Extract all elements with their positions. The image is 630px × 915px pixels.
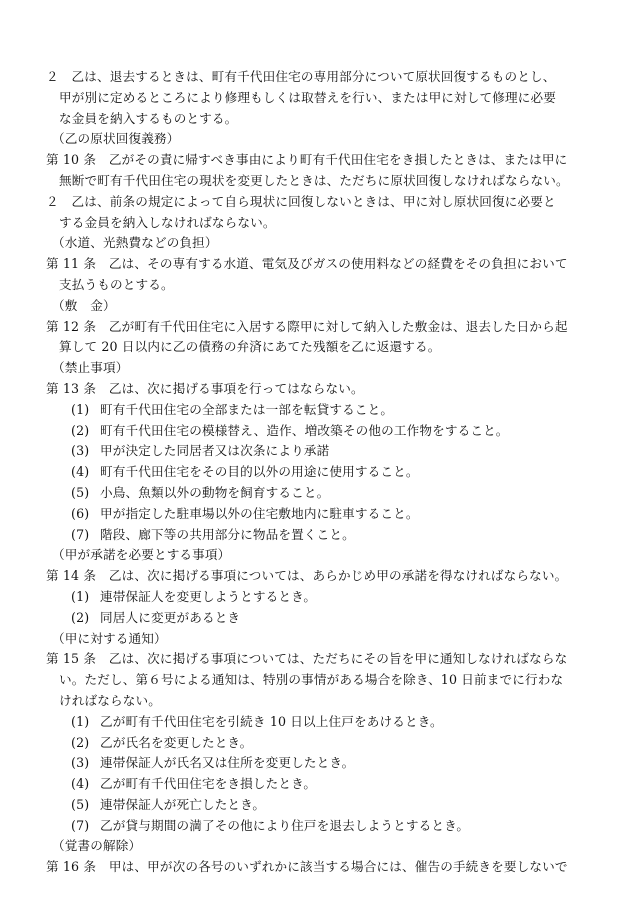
line-text: （乙の原状回復義務） [52, 131, 180, 147]
line-text: 町有千代田住宅の模様替え、造作、増改築その他の工作物をすること。 [100, 422, 509, 438]
paragraph-continuation-line [46, 109, 612, 130]
paragraph-first-line [46, 649, 612, 670]
paragraph-first-line [46, 67, 612, 88]
line-text: 階段、廊下等の共用部分に物品を置くこと。 [100, 526, 355, 542]
line-text: 連帯保証人が死亡したとき。 [100, 796, 266, 812]
line-text: 第 11 条 乙は、その専有する水道、電気及びガスの使用料などの経費をその負担において [46, 256, 568, 272]
line-text: 支払うものとする。 [59, 276, 174, 292]
paragraph-continuation-line [46, 691, 612, 712]
line-text: 町有千代田住宅をその目的以外の用途に使用すること。 [100, 464, 419, 480]
line-text: 乙が氏名を変更したとき。 [100, 734, 253, 750]
line-text: 甲が決定した同居者又は次条により承諾 [100, 443, 330, 459]
item-number: (2) [71, 609, 90, 625]
article-caption [46, 358, 612, 379]
line-text: 無断で町有千代田住宅の現状を変更したときは、ただちに原状回復しなければならない。 [59, 172, 569, 188]
article-caption [46, 129, 612, 150]
paragraph-first-line [46, 192, 612, 213]
paragraph-continuation-line [46, 337, 612, 358]
item-number: (1) [71, 713, 90, 729]
item-number: (2) [71, 734, 90, 750]
line-text: 第 12 条 乙が町有千代田住宅に入居する際甲に対して納入した敷金は、退去した日から起 [46, 318, 568, 334]
paragraph-first-line [46, 317, 612, 338]
paragraph-continuation-line [46, 171, 612, 192]
article-caption [46, 545, 612, 566]
article-caption [46, 233, 612, 254]
list-item [46, 795, 612, 816]
list-item [46, 608, 612, 629]
paragraph-continuation-line [46, 213, 612, 234]
line-text: い。ただし、第６号による通知は、特別の事情がある場合を除き、10 日前までに行わな [59, 672, 564, 688]
line-text: 小鳥、魚類以外の動物を飼育すること。 [100, 484, 330, 500]
item-number: (4) [71, 464, 90, 480]
paragraph-continuation-line [46, 670, 612, 691]
list-item [46, 712, 612, 733]
line-text: 連帯保証人を変更しようとするとき。 [100, 588, 317, 604]
item-number: (7) [71, 817, 90, 833]
line-text: 同居人に変更があるとき [100, 609, 241, 625]
line-text: （覚書の解除） [52, 838, 142, 854]
line-text: （敷 金） [52, 297, 116, 313]
list-item [46, 441, 612, 462]
line-text: （禁止事項） [52, 360, 129, 376]
line-text: 甲が別に定めるところにより修理もしくは取替えを行い、または甲に対して修理に必要 [59, 89, 557, 105]
line-text: ２ 乙は、前条の規定によって自ら現状に回復しないときは、甲に対し原状回復に必要と [46, 193, 556, 209]
paragraph-first-line [46, 254, 612, 275]
list-item [46, 462, 612, 483]
article-caption [46, 296, 612, 317]
list-item [46, 400, 612, 421]
list-item [46, 483, 612, 504]
line-text: 第 14 条 乙は、次に掲げる事項については、あらかじめ甲の承諾を得なければならない。 [46, 568, 568, 584]
item-number: (1) [71, 401, 90, 417]
item-number: (4) [71, 776, 90, 792]
line-text: （甲が承諾を必要とする事項） [52, 547, 231, 563]
line-text: （甲に対する通知） [52, 630, 167, 646]
paragraph-first-line [46, 379, 612, 400]
paragraph-first-line [46, 566, 612, 587]
line-text: 連帯保証人が氏名又は住所を変更したとき。 [100, 755, 355, 771]
line-text: 第 15 条 乙は、次に掲げる事項については、ただちにその旨を甲に通知しなければならな [46, 651, 568, 667]
list-item [46, 587, 612, 608]
line-text: ければならない。 [59, 692, 161, 708]
line-text: 算して 20 日以内に乙の債務の弁済にあてた残額を乙に返還する。 [59, 339, 441, 355]
list-item [46, 816, 612, 837]
line-text: 第 16 条 甲は、甲が次の各号のいずれかに該当する場合には、催告の手続きを要しないで [46, 859, 568, 875]
list-item [46, 525, 612, 546]
list-item [46, 733, 612, 754]
item-number: (5) [71, 796, 90, 812]
line-text: する金員を納入しなければならない。 [59, 214, 276, 230]
paragraph-first-line [46, 857, 612, 878]
list-item [46, 774, 612, 795]
item-number: (7) [71, 526, 90, 542]
line-text: 乙が町有千代田住宅をき損したとき。 [100, 776, 317, 792]
line-text: 乙が町有千代田住宅を引続き 10 日以上住戸をあけるとき。 [100, 713, 443, 729]
line-text: 町有千代田住宅の全部または一部を転貸すること。 [100, 401, 394, 417]
item-number: (6) [71, 505, 90, 521]
paragraph-continuation-line [46, 275, 612, 296]
document-page [46, 67, 612, 878]
item-number: (3) [71, 755, 90, 771]
line-text: ２ 乙は、退去するときは、町有千代田住宅の専用部分について原状回復するものとし、 [46, 69, 556, 84]
line-text: 乙が貸与期間の満了その他により住戸を退去しようとするとき。 [100, 817, 470, 833]
article-caption [46, 836, 612, 857]
line-text: な金員を納入するものとする。 [59, 110, 238, 126]
item-number: (5) [71, 484, 90, 500]
line-text: 甲が指定した駐車場以外の住宅敷地内に駐車すること。 [100, 505, 419, 521]
list-item [46, 753, 612, 774]
paragraph-first-line [46, 150, 612, 171]
item-number: (1) [71, 588, 90, 604]
line-text: 第 13 条 乙は、次に掲げる事項を行ってはならない。 [46, 380, 364, 396]
list-item [46, 421, 612, 442]
item-number: (2) [71, 422, 90, 438]
item-number: (3) [71, 443, 90, 459]
line-text: 第 10 条 乙がその責に帰すべき事由により町有千代田住宅をき損したときは、または甲に [46, 152, 568, 168]
list-item [46, 504, 612, 525]
paragraph-continuation-line [46, 88, 612, 109]
line-text: （水道、光熱費などの負担） [52, 235, 218, 251]
article-caption [46, 629, 612, 650]
